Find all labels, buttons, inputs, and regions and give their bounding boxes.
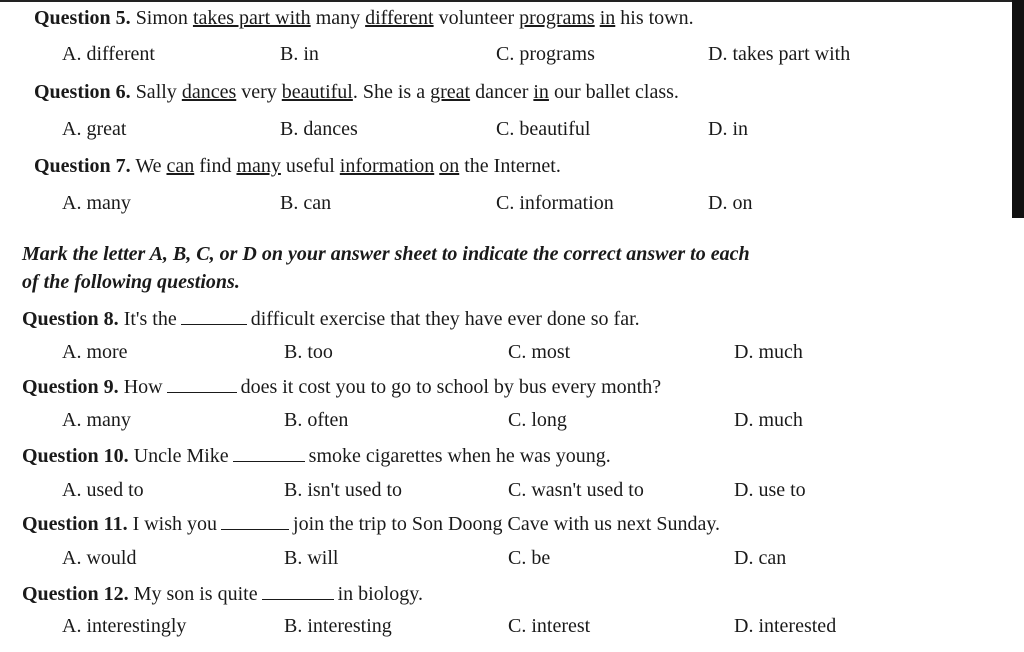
question-9 [22,375,661,399]
option-c[interactable]: C. wasn't used to [508,479,644,501]
question-text-before: Uncle Mike [133,445,229,467]
answer-blank [167,376,237,393]
question-5: Question 5. Simon takes part with many different volunteer programs in his town. [34,7,694,29]
question-7: Question 7. We can find many useful information on the Internet. [34,155,561,177]
underlined-phrase-a: dances [181,81,237,103]
underlined-phrase-a: takes part with [192,7,311,29]
question-label: Question 9. [22,376,119,398]
question-label: Question 6. [34,81,131,103]
underlined-phrase-c: information [339,155,435,177]
question-8 [22,307,640,331]
option-c[interactable]: C. programs [496,43,595,65]
question-label: Question 8. [22,308,119,330]
question-11 [22,512,720,536]
option-a[interactable]: A. would [62,547,137,569]
option-d[interactable]: D. on [708,192,753,214]
option-b[interactable]: B. in [280,43,319,65]
option-b[interactable]: B. often [284,409,349,431]
right-dark-edge [1012,0,1024,218]
option-a[interactable]: A. interestingly [62,615,187,637]
instruction-line-2: of the following questions. [22,271,240,293]
option-b[interactable]: B. dances [280,118,358,140]
underlined-phrase-c: great [430,81,471,103]
underlined-phrase-a: can [166,155,195,177]
question-label: Question 10. [22,445,129,467]
option-d[interactable]: D. can [734,547,787,569]
question-label: Question 7. [34,155,131,177]
question-text-before: How [123,376,163,398]
option-a[interactable]: A. many [62,192,131,214]
question-text-after: join the trip to Son Doong Cave with us next Sunday. [293,513,721,535]
question-12 [22,582,423,606]
underlined-phrase-b: different [365,7,434,29]
option-a[interactable]: A. more [62,341,128,363]
option-d[interactable]: D. in [708,118,748,140]
question-text: We [135,155,167,177]
question-text-before: It's the [123,308,177,330]
answer-blank [181,308,247,325]
underlined-phrase-b: many [236,155,281,177]
option-b[interactable]: B. will [284,547,339,569]
top-border-line [0,0,1024,2]
option-d[interactable]: D. interested [734,615,837,637]
option-a[interactable]: A. different [62,43,155,65]
option-d[interactable]: D. much [734,409,803,431]
option-b[interactable]: B. can [280,192,332,214]
answer-blank [262,583,334,600]
question-text-after: smoke cigarettes when he was young. [308,445,611,467]
option-c[interactable]: C. beautiful [496,118,591,140]
question-10 [22,444,611,468]
underlined-phrase-c: programs [519,7,595,29]
question-label: Question 11. [22,513,128,535]
underlined-phrase-d: on [439,155,460,177]
option-c[interactable]: C. long [508,409,567,431]
option-b[interactable]: B. too [284,341,333,363]
option-c[interactable]: C. interest [508,615,591,637]
option-b[interactable]: B. interesting [284,615,392,637]
answer-blank [221,513,289,530]
option-d[interactable]: D. much [734,341,803,363]
underlined-phrase-d: in [599,7,616,29]
underlined-phrase-d: in [533,81,549,103]
option-d[interactable]: D. takes part with [708,43,851,65]
question-text: Simon [135,7,193,29]
option-c[interactable]: C. most [508,341,571,363]
section-instruction [22,240,1002,296]
option-a[interactable]: A. many [62,409,131,431]
option-d[interactable]: D. use to [734,479,806,501]
underlined-phrase-b: beautiful [281,81,353,103]
top-question-block [0,0,1024,218]
question-text-after: in biology. [337,583,423,605]
question-6: Question 6. Sally dances very beautiful. She is a great dancer in our ballet class. [34,81,679,103]
option-a[interactable]: A. great [62,118,127,140]
question-label: Question 5. [34,7,131,29]
question-label: Question 12. [22,583,129,605]
answer-blank [233,445,305,462]
option-a[interactable]: A. used to [62,479,144,501]
question-text: Sally [135,81,182,103]
option-b[interactable]: B. isn't used to [284,479,403,501]
question-text-before: I wish you [132,513,218,535]
question-text-before: My son is quite [133,583,258,605]
question-text-after: difficult exercise that they have ever done so far. [250,308,640,330]
option-c[interactable]: C. be [508,547,551,569]
option-c[interactable]: C. information [496,192,614,214]
instruction-line-1: Mark the letter A, B, C, or D on your answer sheet to indicate the correct answer to each [22,243,750,265]
question-text-after: does it cost you to go to school by bus every month? [240,376,662,398]
